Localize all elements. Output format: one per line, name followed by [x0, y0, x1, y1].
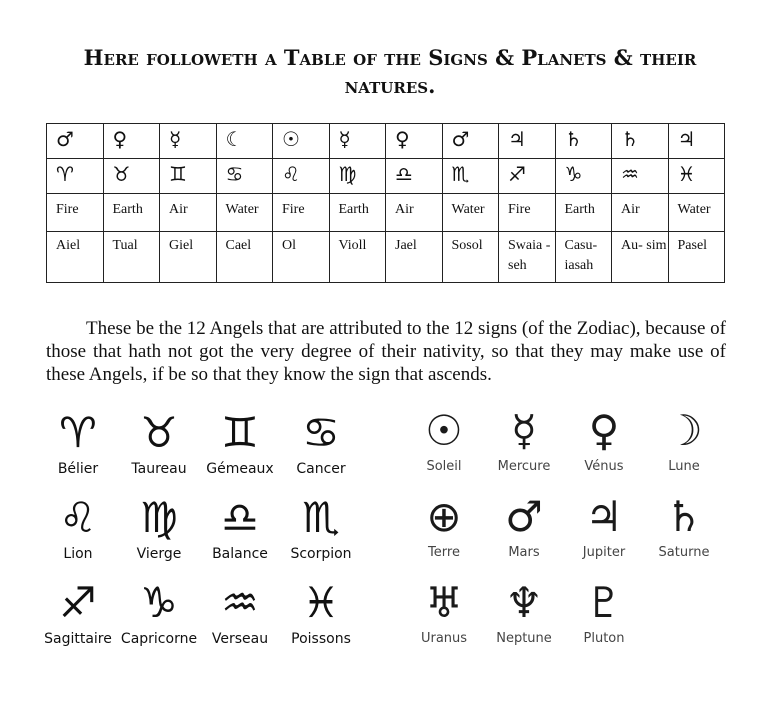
planet-cell: ♀ [103, 124, 160, 159]
cancer-icon: ♋ [302, 408, 340, 457]
virgo-icon: ♍ [140, 493, 178, 542]
sign-cell: ♊ [160, 159, 217, 194]
legend-label: Taureau [131, 461, 187, 477]
angel-cell: Giel [160, 232, 217, 283]
legend-label: Lion [63, 546, 93, 562]
leo-icon: ♌ [59, 493, 97, 542]
gemini-icon: ♊ [221, 408, 259, 457]
sign-cell: ♍ [329, 159, 386, 194]
element-cell: Earth [329, 194, 386, 232]
libra-icon: ♎ [221, 493, 259, 542]
legend-label: Lune [668, 459, 700, 474]
element-row [47, 194, 725, 232]
element-cell: Water [216, 194, 273, 232]
planet-cell: ♀ [386, 124, 443, 159]
angel-cell: Au- sim [612, 232, 669, 283]
page-title: Here followeth a Table of the Signs & Planets & their natures. [83, 45, 697, 98]
legend-item [273, 493, 369, 563]
angel-cell: Cael [216, 232, 273, 283]
planet-cell: ♄ [612, 124, 669, 159]
angel-cell: Jael [386, 232, 443, 283]
venus-icon: ♀ [588, 406, 620, 455]
angel-cell: Pasel [668, 232, 725, 283]
legend-label: Saturne [658, 545, 710, 560]
sign-cell: ♓ [668, 159, 725, 194]
sign-row [47, 159, 725, 194]
taurus-icon: ♉ [140, 408, 178, 457]
legend-label: Mars [508, 545, 540, 560]
legend-label: Balance [212, 546, 268, 562]
planet-cell: ☾ [216, 124, 273, 159]
legend-label: Vierge [136, 546, 182, 562]
element-cell: Fire [499, 194, 556, 232]
signs-planets-table [46, 123, 725, 283]
jupiter-icon: ♃ [585, 492, 623, 541]
element-cell: Earth [103, 194, 160, 232]
angel-cell: Tual [103, 232, 160, 283]
legend-label: Bélier [57, 461, 99, 477]
sign-cell: ♎ [386, 159, 443, 194]
angel-cell: Casu- iasah [555, 232, 612, 283]
legend-label: Vénus [584, 459, 624, 474]
sign-cell: ♌ [273, 159, 330, 194]
legend-label: Uranus [420, 631, 468, 646]
angels-paragraph: These be the 12 Angels that are attributed to the 12 signs (of the Zodiac), because of those that hath not got the very degree of their nativity, so that they may make use of these Angels, if be so that they know the sign that ascends. [46, 318, 726, 385]
aries-icon: ♈ [59, 408, 97, 457]
saturn-icon: ♄ [665, 492, 703, 541]
legend-label: Scorpion [290, 546, 352, 562]
legend-label: Cancer [296, 461, 346, 477]
moon-icon: ☽ [665, 406, 703, 455]
element-cell: Air [386, 194, 443, 232]
planet-cell: ☿ [160, 124, 217, 159]
angel-cell: Sosol [442, 232, 499, 283]
legend-label: Verseau [211, 631, 269, 647]
legend-label: Mercure [497, 459, 551, 474]
legend-label: Pluton [583, 631, 625, 646]
legend-item [636, 492, 732, 562]
legend-label: Sagittaire [44, 631, 112, 647]
capricorn-icon: ♑ [140, 578, 178, 627]
sign-cell: ♑ [555, 159, 612, 194]
planet-cell: ☿ [329, 124, 386, 159]
angel-cell: Violl [329, 232, 386, 283]
legend-label: Poissons [291, 631, 351, 647]
planet-cell: ♄ [555, 124, 612, 159]
angel-cell: Swaia -seh [499, 232, 556, 283]
legend-label: Jupiter [582, 545, 626, 560]
sagittarius-icon: ♐ [59, 578, 97, 627]
element-cell: Air [160, 194, 217, 232]
legend-label: Terre [428, 545, 460, 560]
angel-cell: Ol [273, 232, 330, 283]
angel-cell: Aiel [47, 232, 104, 283]
sign-cell: ♉ [103, 159, 160, 194]
mars-icon: ♂ [505, 492, 543, 541]
legend-label: Capricorne [120, 631, 198, 647]
pisces-icon: ♓ [302, 578, 340, 627]
earth-icon: ⊕ [426, 492, 462, 541]
planet-cell: ☉ [273, 124, 330, 159]
legend-item [273, 408, 369, 478]
planet-row [47, 124, 725, 159]
element-cell: Water [442, 194, 499, 232]
legend-label: Gémeaux [206, 461, 274, 477]
element-cell: Water [668, 194, 725, 232]
mercury-icon: ☿ [511, 406, 537, 455]
legend-item [273, 578, 369, 648]
neptune-icon: ♆ [505, 578, 543, 627]
planet-cell: ♃ [499, 124, 556, 159]
angel-row [47, 232, 725, 283]
pluto-icon: ♇ [585, 578, 623, 627]
uranus-icon: ♅ [425, 578, 463, 627]
legend-label: Soleil [426, 459, 462, 474]
legend-item [636, 406, 732, 476]
planet-cell: ♃ [668, 124, 725, 159]
element-cell: Earth [555, 194, 612, 232]
element-cell: Air [612, 194, 669, 232]
planet-cell: ♂ [47, 124, 104, 159]
sign-cell: ♐ [499, 159, 556, 194]
sign-cell: ♈ [47, 159, 104, 194]
sun-icon: ☉ [425, 406, 463, 455]
element-cell: Fire [273, 194, 330, 232]
legend-item [556, 578, 652, 648]
scorpio-icon: ♏ [302, 493, 340, 542]
sign-cell: ♋ [216, 159, 273, 194]
legend-label: Neptune [496, 631, 552, 646]
element-cell: Fire [47, 194, 104, 232]
aquarius-icon: ♒ [221, 578, 259, 627]
planet-cell: ♂ [442, 124, 499, 159]
sign-cell: ♒ [612, 159, 669, 194]
sign-cell: ♏ [442, 159, 499, 194]
